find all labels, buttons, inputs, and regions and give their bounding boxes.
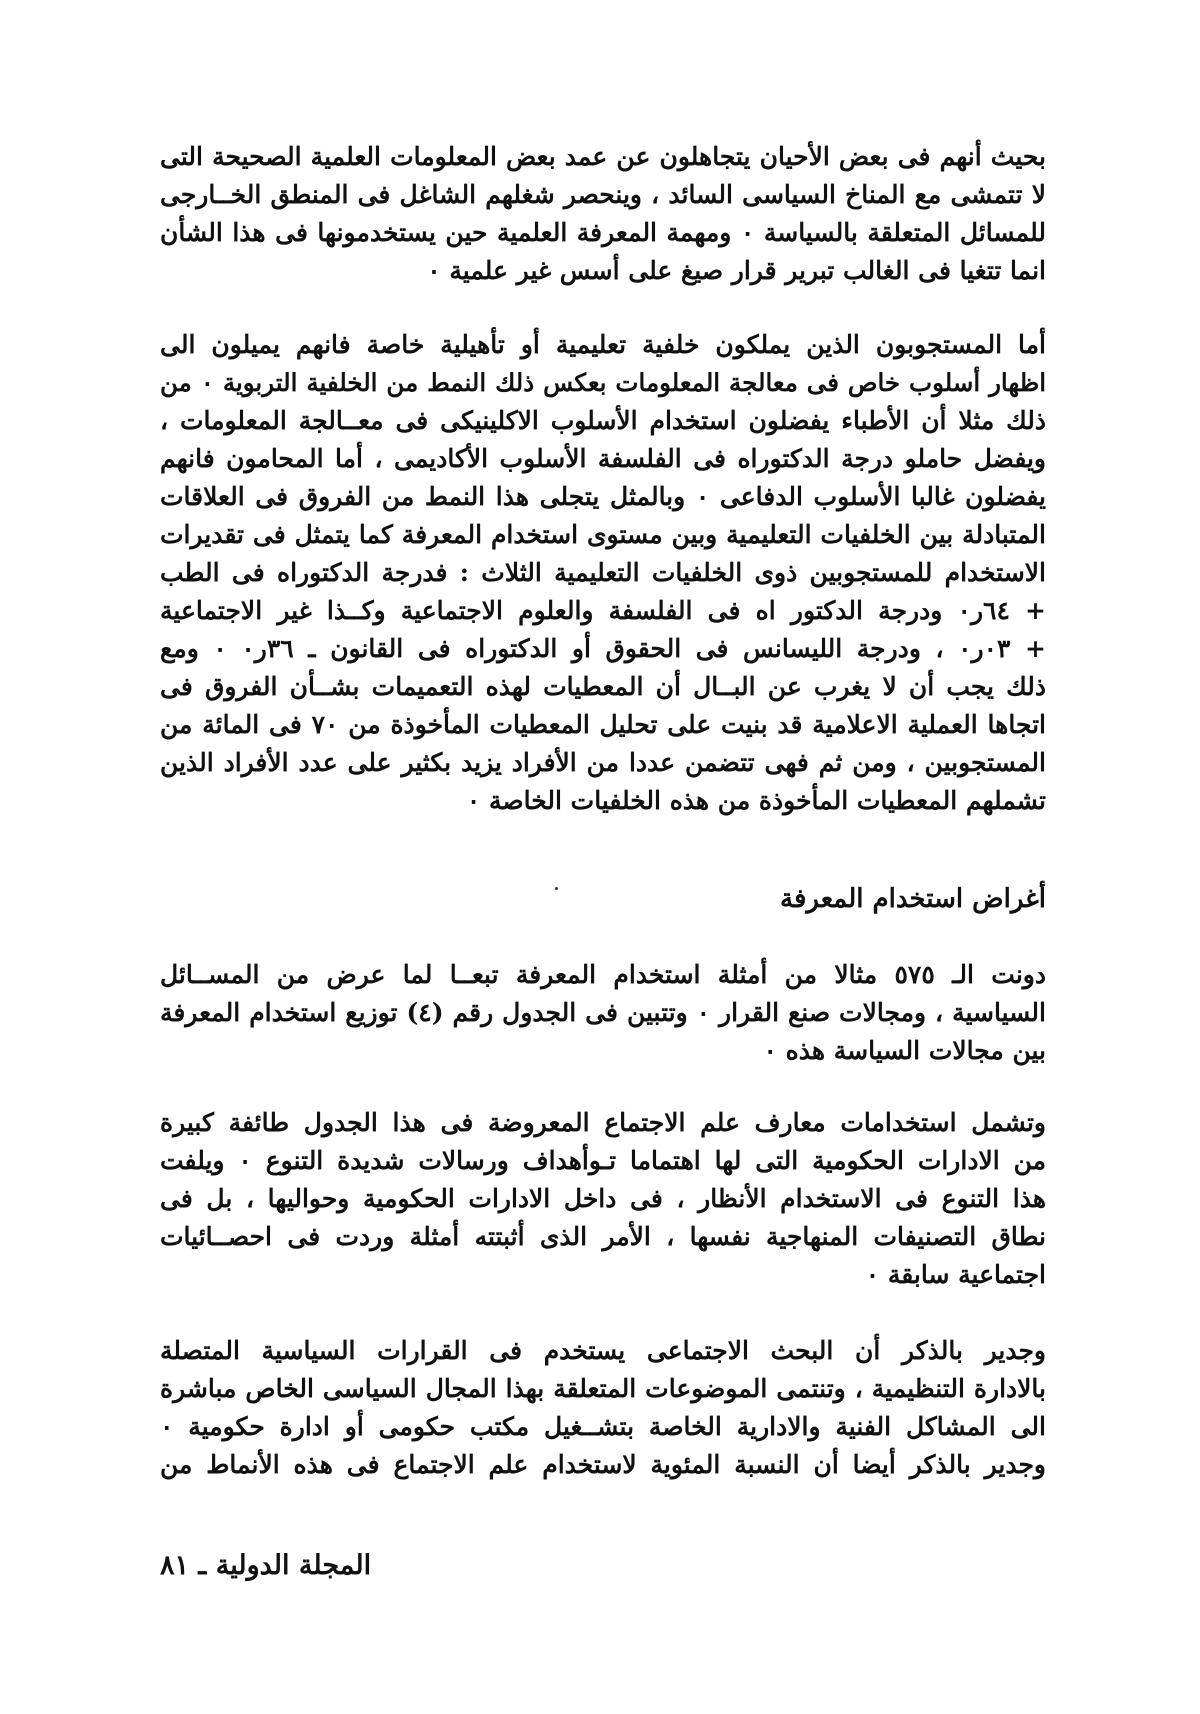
- text-line: المتبادلة بين الخلفيات التعليمية وبين مستوى استخدام المعرفة كما يتمثل فى تقديرات: [160, 520, 1046, 549]
- paragraph-3: [160, 956, 1046, 1070]
- text-line: أما المستجوبون الذين يملكون خلفية تعليمية أو تأهيلية خاصة فانهم يميلون الى: [160, 330, 1046, 359]
- text-line: بالادارة التنظيمية ، وتنتمى الموضوعات المتعلقة بهذا المجال السياسى الخاص مباشرة: [160, 1374, 1046, 1403]
- page-body: [160, 138, 1046, 1484]
- text-line: اظهار أسلوب خاص فى معالجة المعلومات بعكس ذلك النمط من الخلفية التربوية ٠ من: [160, 368, 1047, 397]
- text-line: بحيث أنهم فى بعض الأحيان يتجاهلون عن عمد بعض المعلومات العلمية الصحيحة التى: [160, 142, 1046, 171]
- paragraph-4: [160, 1104, 1046, 1294]
- paragraph-2: [160, 326, 1046, 820]
- text-line: دونت الـ ٥٧٥ مثالا من أمثلة استخدام المعرفة تبعــا لما عرض من المســائل: [160, 960, 1046, 989]
- text-line: لا تتمشى مع المناخ السياسى السائد ، وينحصر شغلهم الشاغل فى المنطق الخــارجى: [160, 180, 1046, 209]
- text-line: للمسائل المتعلقة بالسياسة ٠ ومهمة المعرفة العلمية حين يستخدمونها فى هذا الشأن: [160, 218, 1046, 247]
- text-line: وجدير بالذكر أيضا أن النسبة المئوية لاستخدام علم الاجتماع فى هذه الأنماط من: [160, 1450, 1046, 1479]
- text-line: نطاق التصنيفات المنهاجية نفسها ، الأمر الذى أثبتته أمثلة وردت فى احصــائيات: [160, 1222, 1046, 1251]
- paragraph-5: [160, 1332, 1046, 1484]
- section-heading: أغراض استخدام المعرفة: [780, 884, 1046, 914]
- text-line: السياسية ، ومجالات صنع القرار ٠ وتتبين فى الجدول رقم (٤) توزيع استخدام المعرفة: [160, 998, 1046, 1027]
- text-line: وتشمل استخدامات معارف علم الاجتماع المعروضة فى هذا الجدول طائفة كبيرة: [160, 1108, 1046, 1137]
- text-line: هذا التنوع فى الاستخدام الأنظار ، فى داخل الادارات الحكومية وحواليها ، بل فى: [160, 1184, 1046, 1213]
- text-line: تشملهم المعطيات المأخوذة من هذه الخلفيات الخاصة ٠: [466, 786, 1046, 815]
- page-footer: المجلة الدولية ـ ٨١: [160, 1550, 372, 1581]
- text-line: اجتماعية سابقة ٠: [865, 1260, 1046, 1289]
- text-line: من الادارات الحكومية التى لها اهتماما تـوأهداف ورسالات شديدة التنوع ٠ ويلفت: [160, 1146, 1046, 1175]
- text-line: انما تتغيا فى الغالب تبرير قرار صيغ على أسس غير علمية ٠: [427, 256, 1046, 285]
- text-line: ذلك مثلا أن الأطباء يفضلون استخدام الأسلوب الاكلينيكى فى معــالجة المعلومات ،: [160, 406, 1046, 435]
- text-line: يفضلون غالبا الأسلوب الدفاعى ٠ وبالمثل يتجلى هذا النمط من الفروق فى العلاقات: [160, 482, 1046, 511]
- stray-dot: [555, 887, 558, 890]
- text-line: الاستخدام للمستجوبين ذوى الخلفيات التعليمية الثلاث : فدرجة الدكتوراه فى الطب: [160, 558, 1046, 587]
- text-line: المستجوبين ، ومن ثم فهى تتضمن عددا من الأفراد يزيد بكثير على عدد الأفراد الذين: [160, 748, 1046, 777]
- text-line: وجدير بالذكر أن البحث الاجتماعى يستخدم فى القرارات السياسية المتصلة: [160, 1336, 1046, 1365]
- text-line: ذلك يجب أن لا يغرب عن البــال أن المعطيات لهذه التعميمات بشــأن الفروق فى: [160, 672, 1046, 701]
- text-line: + ٠٣ر٠ ، ودرجة الليسانس فى الحقوق أو الدكتوراه فى القانون ـ ٣٦ر٠ ٠ ومع: [160, 634, 1046, 663]
- paragraph-1: [160, 138, 1046, 290]
- text-line: بين مجالات السياسة هذه ٠: [763, 1036, 1046, 1065]
- text-line: اتجاها العملية الاعلامية قد بنيت على تحليل المعطيات المأخوذة من ٧٠ فى المائة من: [160, 710, 1046, 739]
- text-line: ويفضل حاملو درجة الدكتوراه فى الفلسفة الأسلوب الأكاديمى ، أما المحامون فانهم: [160, 444, 1046, 473]
- text-line: + ٦٤ر٠ ودرجة الدكتور اه فى الفلسفة والعلوم الاجتماعية وكــذا غير الاجتماعية: [160, 596, 1047, 625]
- text-line: الى المشاكل الفنية والادارية الخاصة بتشــغيل مكتب حكومى أو ادارة حكومية ٠: [160, 1412, 1046, 1441]
